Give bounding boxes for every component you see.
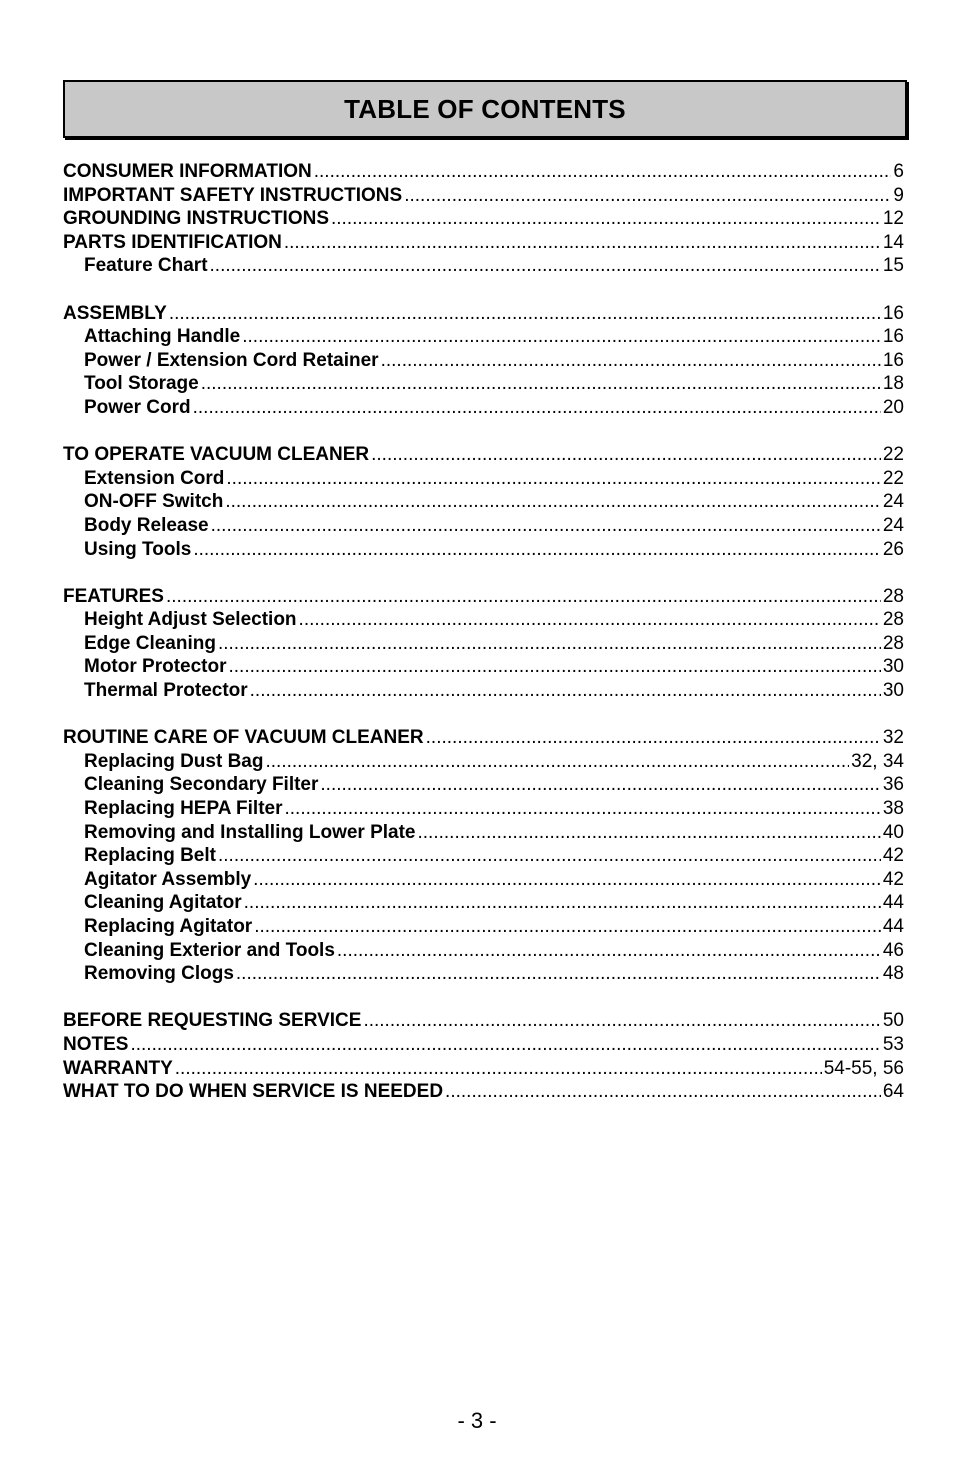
toc-entry-page: 20 — [882, 396, 904, 418]
toc-entry-label: Motor Protector — [84, 656, 227, 678]
toc-subentry[interactable] — [63, 632, 904, 656]
toc-entry-label: Edge Cleaning — [84, 632, 216, 654]
dot-leader — [229, 655, 881, 679]
toc-entry[interactable] — [63, 726, 904, 750]
toc-entry-label: WARRANTY — [63, 1057, 173, 1079]
toc-entry-label: FEATURES — [63, 585, 164, 607]
toc-entry-page: 22 — [882, 467, 904, 489]
toc-entry-page: 12 — [882, 208, 904, 230]
toc-entry-label: Feature Chart — [84, 255, 208, 277]
dot-leader — [250, 679, 881, 703]
toc-entry-label: ASSEMBLY — [63, 302, 167, 324]
toc-entry-label: Replacing Belt — [84, 845, 216, 867]
toc-subentry[interactable] — [63, 868, 904, 892]
toc-subentry[interactable] — [63, 490, 904, 514]
dot-leader — [254, 915, 881, 939]
toc-entry-page: 6 — [893, 161, 904, 182]
dot-leader — [337, 939, 881, 963]
toc-entry[interactable] — [63, 160, 904, 184]
toc-subentry[interactable] — [63, 750, 904, 774]
title-box — [63, 80, 907, 138]
toc-entry-page: 32 — [882, 727, 904, 749]
toc-entry-page: 28 — [882, 632, 904, 654]
toc-entry-label: Thermal Protector — [84, 680, 248, 702]
toc-entry-label: Replacing Agitator — [84, 916, 253, 937]
toc-entry-label: Cleaning Agitator — [84, 892, 242, 914]
dot-leader — [169, 302, 881, 326]
toc-subentry[interactable] — [63, 773, 904, 797]
toc-entry-label: Cleaning Exterior and Tools — [84, 939, 335, 961]
toc-subentry[interactable] — [63, 891, 904, 915]
toc-entry-label: NOTES — [63, 1033, 129, 1055]
toc-subentry[interactable] — [63, 396, 904, 420]
toc-entry-label: Height Adjust Selection — [84, 609, 297, 631]
toc-entry-label: BEFORE REQUESTING SERVICE — [63, 1010, 362, 1032]
toc-entry[interactable] — [63, 184, 904, 208]
toc-entry[interactable] — [63, 1033, 904, 1057]
dot-leader — [242, 325, 881, 349]
section-gap — [63, 420, 904, 444]
toc-entry-page: 40 — [882, 821, 904, 843]
toc-entry-page: 44 — [882, 916, 904, 937]
dot-leader — [236, 962, 881, 986]
toc-entry-page: 38 — [882, 798, 904, 820]
toc-entry[interactable] — [63, 302, 904, 326]
toc-entry-page: 50 — [882, 1010, 904, 1032]
toc-entry-label: Extension Cord — [84, 467, 225, 489]
toc-entry-label: PARTS IDENTIFICATION — [63, 231, 282, 253]
toc-entry-page: 64 — [882, 1081, 904, 1103]
toc-entry-label: Replacing HEPA Filter — [84, 798, 283, 820]
toc-entry-label: Removing Clogs — [84, 963, 234, 985]
toc-subentry[interactable] — [63, 797, 904, 821]
toc-subentry[interactable] — [63, 349, 904, 373]
toc-entry[interactable] — [63, 1057, 904, 1081]
toc-subentry[interactable] — [63, 655, 904, 679]
toc-entry-label: GROUNDING INSTRUCTIONS — [63, 208, 329, 230]
toc-entry-page: 30 — [882, 656, 904, 678]
toc-entry-label: ON-OFF Switch — [84, 491, 224, 513]
dot-leader — [193, 396, 881, 420]
toc-subentry[interactable] — [63, 962, 904, 986]
toc-entry-page: 16 — [882, 302, 904, 324]
dot-leader — [363, 1009, 880, 1033]
toc-entry[interactable] — [63, 1080, 904, 1104]
dot-leader — [226, 467, 880, 491]
toc-entry-label: Using Tools — [84, 538, 192, 560]
section-gap — [63, 561, 904, 585]
toc-subentry[interactable] — [63, 608, 904, 632]
toc-subentry[interactable] — [63, 679, 904, 703]
toc-entry-page: 9 — [893, 184, 904, 206]
toc-entry-page: 54-55, 56 — [823, 1057, 904, 1079]
toc-subentry[interactable] — [63, 915, 904, 939]
dot-leader — [404, 184, 891, 208]
dot-leader — [211, 514, 881, 538]
toc-entry-label: Power / Extension Cord Retainer — [84, 349, 379, 371]
toc-entry-label: Attaching Handle — [84, 326, 241, 348]
toc-subentry[interactable] — [63, 467, 904, 491]
dot-leader — [320, 773, 880, 797]
dot-leader — [130, 1033, 880, 1057]
toc-entry-page: 42 — [882, 868, 904, 890]
toc-entry-label: CONSUMER INFORMATION — [63, 161, 312, 182]
toc-subentry[interactable] — [63, 538, 904, 562]
toc-subentry[interactable] — [63, 514, 904, 538]
toc-entry[interactable] — [63, 585, 904, 609]
toc-entry-page: 24 — [882, 491, 904, 513]
toc-entry-label: ROUTINE CARE OF VACUUM CLEANER — [63, 727, 424, 749]
dot-leader — [218, 844, 881, 868]
toc-entry-label: Cleaning Secondary Filter — [84, 774, 319, 796]
toc-entry-label: Tool Storage — [84, 373, 199, 395]
toc-entry-label: Power Cord — [84, 396, 191, 418]
toc-entry-page: 22 — [882, 444, 904, 466]
dot-leader — [265, 750, 849, 774]
toc-entry-label: Replacing Dust Bag — [84, 750, 264, 772]
toc-entry[interactable] — [63, 207, 904, 231]
dot-leader — [371, 443, 881, 467]
toc-entry-page: 18 — [882, 373, 904, 395]
toc-entry-page: 53 — [882, 1033, 904, 1055]
toc-entry-page: 16 — [882, 349, 904, 371]
toc-entry-page: 32, 34 — [851, 750, 904, 772]
dot-leader — [426, 726, 881, 750]
toc-entry-label: WHAT TO DO WHEN SERVICE IS NEEDED — [63, 1081, 444, 1103]
dot-leader — [210, 254, 881, 278]
toc-entry-label: IMPORTANT SAFETY INSTRUCTIONS — [63, 184, 403, 206]
toc-subentry[interactable] — [63, 821, 904, 845]
toc-entry[interactable] — [63, 231, 904, 255]
toc-entry-page: 30 — [882, 680, 904, 702]
dot-leader — [253, 868, 881, 892]
dot-leader — [445, 1080, 881, 1104]
toc-entry-page: 16 — [882, 326, 904, 348]
section-gap — [63, 278, 904, 302]
dot-leader — [284, 231, 881, 255]
dot-leader — [381, 349, 881, 373]
dot-leader — [225, 490, 881, 514]
toc-subentry[interactable] — [63, 939, 904, 963]
page-number: - 3 - — [457, 1408, 497, 1433]
dot-leader — [166, 585, 881, 609]
dot-leader — [244, 891, 881, 915]
dot-leader — [193, 538, 881, 562]
section-gap — [63, 986, 904, 1010]
toc-subentry[interactable] — [63, 844, 904, 868]
dot-leader — [175, 1057, 822, 1081]
table-of-contents — [63, 160, 904, 1104]
toc-entry[interactable] — [63, 1009, 904, 1033]
toc-entry-page: 42 — [882, 845, 904, 867]
toc-subentry[interactable] — [63, 372, 904, 396]
page-title: TABLE OF CONTENTS — [344, 93, 626, 124]
toc-entry-label: TO OPERATE VACUUM CLEANER — [63, 444, 370, 466]
toc-subentry[interactable] — [63, 325, 904, 349]
dot-leader — [299, 608, 881, 632]
toc-entry-page: 26 — [882, 538, 904, 560]
section-gap — [63, 703, 904, 727]
dot-leader — [284, 797, 880, 821]
toc-entry-page: 44 — [882, 892, 904, 914]
toc-entry-label: Agitator Assembly — [84, 868, 252, 890]
toc-entry-label: Body Release — [84, 514, 209, 536]
dot-leader — [201, 372, 881, 396]
toc-entry-label: Removing and Installing Lower Plate — [84, 821, 416, 843]
toc-entry-page: 28 — [882, 609, 904, 631]
toc-entry[interactable] — [63, 443, 904, 467]
dot-leader — [218, 632, 881, 656]
toc-entry-page: 14 — [882, 231, 904, 253]
dot-leader — [331, 207, 881, 231]
dot-leader — [418, 821, 881, 845]
toc-subentry[interactable] — [63, 254, 904, 278]
toc-entry-page: 46 — [882, 939, 904, 961]
toc-entry-page: 15 — [882, 255, 904, 277]
toc-entry-page: 28 — [882, 585, 904, 607]
toc-entry-page: 48 — [882, 963, 904, 985]
toc-entry-page: 36 — [882, 774, 904, 796]
dot-leader — [314, 160, 892, 184]
toc-entry-page: 24 — [882, 514, 904, 536]
